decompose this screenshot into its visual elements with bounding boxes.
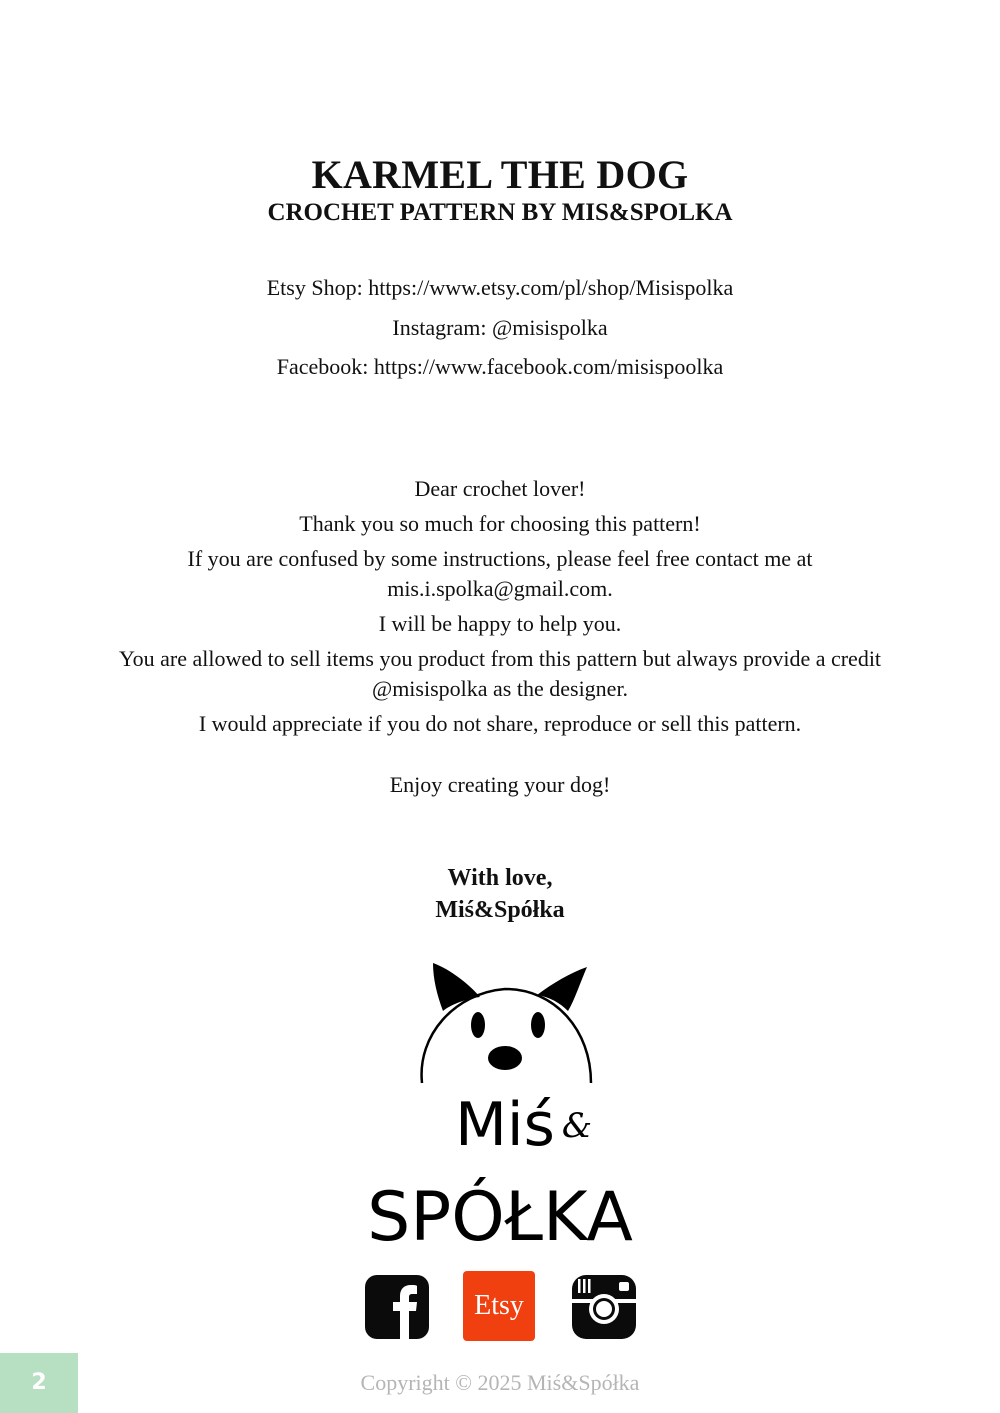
contact-links bbox=[0, 268, 1000, 387]
logo-ampersand: & bbox=[561, 1106, 593, 1146]
enjoy-line: Enjoy creating your dog! bbox=[389, 772, 611, 797]
right-ear-icon bbox=[537, 967, 587, 1011]
signature bbox=[0, 862, 1000, 926]
left-ear-icon bbox=[433, 963, 480, 1011]
logo-text-mis: Miś bbox=[455, 1090, 555, 1160]
facebook-link[interactable]: Facebook: https://www.facebook.com/misispoolka bbox=[276, 354, 724, 379]
signature-line1: With love, bbox=[447, 865, 553, 891]
logo-text-spolka: SPÓŁKA bbox=[367, 1178, 633, 1250]
signature-line2: Miś&Spółka bbox=[435, 897, 565, 923]
contact-email[interactable]: mis.i.spolka@gmail.com. bbox=[387, 576, 613, 601]
help-line: I will be happy to help you. bbox=[378, 611, 622, 636]
social-icons bbox=[365, 1271, 640, 1341]
sharing-line: I would appreciate if you do not share, reproduce or sell this pattern. bbox=[198, 711, 802, 736]
thanks-line: Thank you so much for choosing this pattern! bbox=[299, 511, 701, 536]
facebook-icon[interactable] bbox=[365, 1275, 429, 1339]
page-number-badge: 2 bbox=[0, 1353, 78, 1413]
mis-spolka-logo bbox=[355, 955, 645, 1250]
instagram-handle[interactable]: Instagram: @misispolka bbox=[392, 314, 608, 340]
etsy-shop-link[interactable]: Etsy Shop: https://www.etsy.com/pl/shop/Misispolka bbox=[266, 275, 734, 300]
greeting: Dear crochet lover! bbox=[414, 476, 586, 501]
etsy-icon[interactable]: Etsy bbox=[463, 1271, 535, 1341]
selling-line: You are allowed to sell items you product from this pattern but always provide a credit bbox=[118, 646, 882, 671]
letter-body bbox=[0, 474, 1000, 800]
contact-line: If you are confused by some instructions, please feel free contact me at bbox=[187, 546, 813, 571]
instagram-icon[interactable] bbox=[572, 1275, 636, 1339]
document-subtitle: CROCHET PATTERN BY MIS&SPOLKA bbox=[267, 199, 733, 226]
selling-credit-line: @misispolka as the designer. bbox=[371, 676, 629, 701]
copyright-text: Copyright © 2025 Miś&Spółka bbox=[360, 1370, 640, 1395]
document-title: KARMEL THE DOG bbox=[311, 152, 689, 197]
